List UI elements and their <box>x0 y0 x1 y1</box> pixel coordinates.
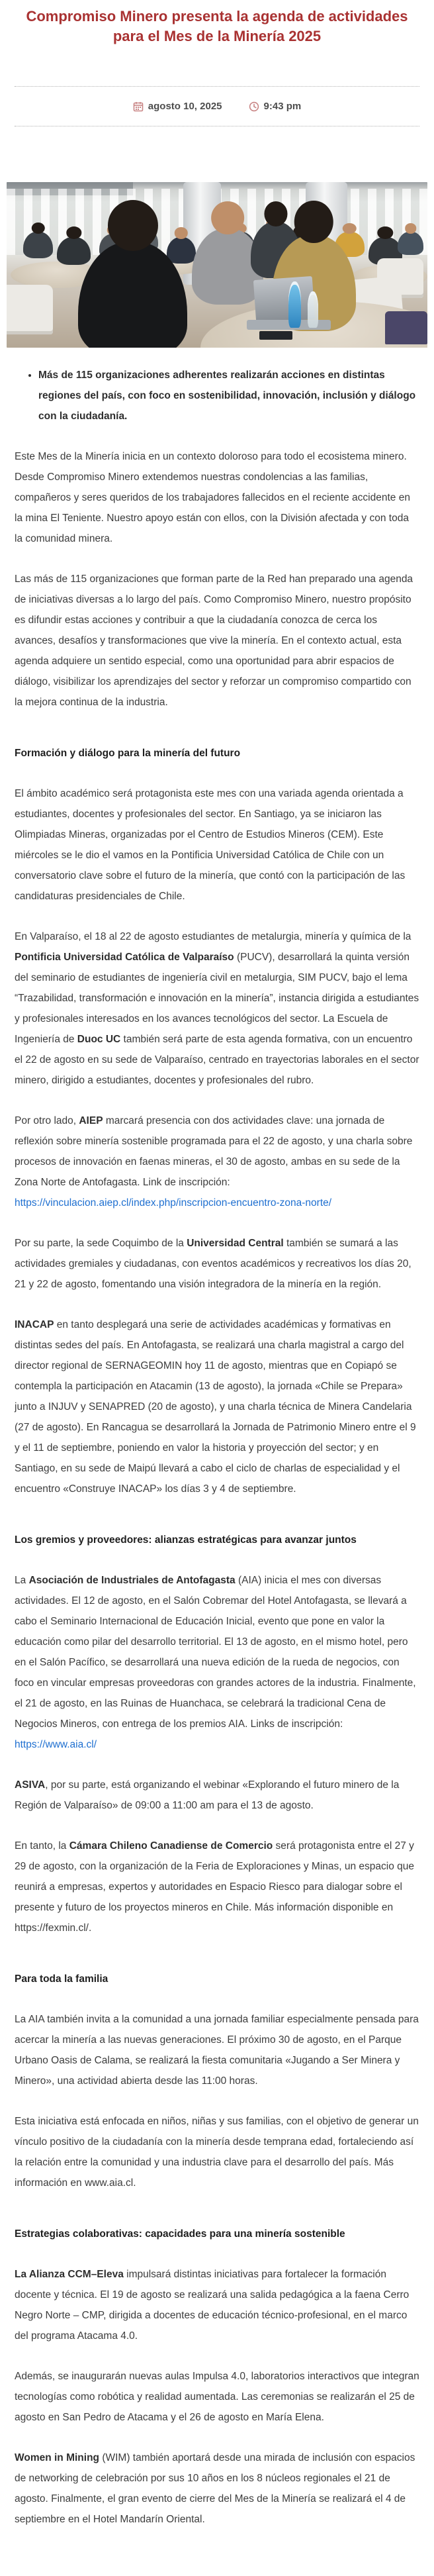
page-title: Compromiso Minero presenta la agenda de actividades para el Mes de la Minería 2025 <box>26 8 408 44</box>
text-run: será protagonista entre el 27 y 29 de agosto, con la organización de la Feria de Exploraciones y Minas, un espacio que reunirá a empresas, expertos y autoridades en Espacio Riesco para dialogar sobre el presente y futuro de los proyectos mineros en Chile. Más información disponible en https://fexmin.cl/. <box>15 1840 415 1934</box>
text-run: en tanto desplegará una serie de actividades académicas y formativas en distintas sedes del país. En Antofagasta, se realizará una charla magistral a cargo del director regional de SERNAGEOMIN hoy 11 de agosto, mientras que en Copiapó se contempla la participación en Atacamin (13 de agosto), la jornada «Chile se Prepara» junto a INJUV y SENAPRED (20 de agosto), y una charla técnica de Minera Candelaria (27 de agosto). En Rancagua se desarrollará la Jornada de Patrimonio Minero entre el 9 y el 11 de septiembre, poniendo en valor la historia y proyección del sector; y en Santiago, en su sede de Maipú llevará a cabo el ciclo de charlas de especialidad y el encuentro «Construye INACAP» los días 3 y 4 de septiembre. <box>15 1319 416 1495</box>
paragraph <box>15 1111 419 1213</box>
post-time-label: 9:43 pm <box>263 101 302 112</box>
bold-text: Asociación de Industriales de Antofagasta <box>28 1575 236 1586</box>
paragraph <box>15 1836 419 1938</box>
bold-text: Pontificia Universidad Católica de Valparaíso <box>15 952 234 963</box>
key-point <box>38 365 419 426</box>
featured-image <box>7 182 427 348</box>
text-run: Las más de 115 organizaciones que forman parte de la Red han preparado una agenda de iniciativas diversas a lo largo del país. Como Compromiso Minero, nuestro propósito es difundir estas acciones y contribuir a que la ciudadanía conozca de cerca los avances, desafíos y transformaciones que vive la minería. En el contexto actual, esta agenda adquiere un sentido especial, como una oportunidad para abrir espacios de diálogo, visibilizar los aprendizajes del sector y reforzar un compromiso compartido con la mejora continua de la industria. <box>15 573 413 708</box>
paragraph <box>15 1775 419 1816</box>
bold-text: Estrategias colaborativas: capacidades para una minería sostenible <box>15 2228 345 2240</box>
paragraph <box>15 2264 419 2346</box>
paragraph <box>15 446 419 549</box>
paragraph <box>15 2009 419 2091</box>
chair <box>7 285 53 334</box>
calendar-icon <box>133 101 144 112</box>
section-heading <box>15 2224 419 2244</box>
paragraph <box>15 569 419 713</box>
bold-text: Duoc UC <box>77 1034 121 1045</box>
bold-text: Para toda la familia <box>15 1973 108 1985</box>
bold-text: Formación y diálogo para la minería del futuro <box>15 748 241 759</box>
bold-text: La Alianza CCM–Eleva <box>15 2269 124 2280</box>
post-date-label: agosto 10, 2025 <box>148 101 222 112</box>
paragraph <box>15 1570 419 1755</box>
text-run: también será parte de esta agenda formativa, con un encuentro el 22 de agosto en su sede de Valparaíso, centrado en trayectorias laborales en el sector minero, dirigido a estudiantes, docentes y profesionales del rubro. <box>15 1034 419 1086</box>
text-run: marcará presencia con dos actividades clave: una jornada de reflexión sobre minería sostenible programada para el 22 de agosto, y una charla sobre procesos de innovación en faenas mineras, el 30 de agosto, ambas en su sede de la Zona Norte de Antofagasta. Link de inscripción: <box>15 1115 413 1188</box>
bold-text: ASIVA <box>15 1779 46 1791</box>
post-date <box>133 101 222 112</box>
water-bottle <box>288 281 301 328</box>
phone <box>259 331 293 340</box>
section-heading <box>15 1969 419 1989</box>
paragraph <box>15 2448 419 2530</box>
laptop <box>253 276 315 323</box>
section-heading <box>15 743 419 764</box>
attendee <box>23 232 53 258</box>
text-run: impulsará distintas iniciativas para fortalecer la formación docente y técnica. El 19 de agosto se realizará una salida pedagógica a la faena Cerro Negro Norte – CMP, dirigida a docentes de educación técnico-profesional, en el marco del programa Atacama 4.0. <box>15 2269 410 2342</box>
bold-text: Universidad Central <box>187 1238 284 1249</box>
section-heading <box>15 1530 419 1550</box>
text-run: En Valparaíso, el 18 al 22 de agosto estudiantes de metalurgia, minería y química de la <box>15 931 412 942</box>
paragraph <box>15 1233 419 1295</box>
post-meta <box>15 86 419 126</box>
text-run: En tanto, la <box>15 1840 69 1852</box>
post-time <box>249 101 302 112</box>
bag <box>385 311 427 344</box>
paragraph <box>15 926 419 1091</box>
paragraph <box>15 783 419 907</box>
water-bottle <box>308 291 319 328</box>
text-run: Por su parte, la sede Coquimbo de la <box>15 1238 187 1249</box>
paragraph <box>15 1314 419 1499</box>
text-run: Este Mes de la Minería inicia en un contexto doloroso para todo el ecosistema minero. Desde Compromiso Minero extendemos nuestras condolencias a las familias, compañeros y seres queridos de los trabajadores fallecidos en el reciente accidente en la mina El Teniente. Nuestro apoyo están con ellos, con la División afectada y con toda la comunidad minera. <box>15 451 410 544</box>
text-run: Por otro lado, <box>15 1115 79 1126</box>
text-run: El ámbito académico será protagonista este mes con una variada agenda orientada a estudiantes, docentes y profesionales del sector. En Santiago, ya se iniciaron las Olimpiadas Mineras, organizadas por el Centro de Estudios Mineros (CEM). Este miércoles se le dio el vamos en la Pontificia Universidad Católica de Chile con un conversatorio clave sobre el futuro de la minería, que contó con la participación de las candidaturas presidenciales de Chile. <box>15 788 406 902</box>
bold-text: Women in Mining <box>15 2452 100 2463</box>
attendee <box>398 232 423 255</box>
text-run: , por su parte, está organizando el webinar «Explorando el futuro minero de la Región de Valparaíso» de 09:00 a 11:00 am para el 13 de agosto. <box>15 1779 400 1811</box>
inline-link[interactable]: https://www.aia.cl/ <box>15 1739 97 1750</box>
bold-text: Cámara Chileno Canadiense de Comercio <box>69 1840 273 1852</box>
bold-text: INACAP <box>15 1319 54 1330</box>
key-points-list <box>15 365 419 426</box>
text-run: La AIA también invita a la comunidad a una jornada familiar especialmente pensada para acercar la minería a las nuevas generaciones. El próximo 30 de agosto, en el Parque Urbano Oasis de Calama, se realizará la fiesta comunitaria «Jugando a Ser Minera y Minero», una actividad abierta desde las 11:00 horas. <box>15 2014 419 2087</box>
article-body <box>15 365 419 2530</box>
text-run: (AIA) inicia el mes con diversas actividades. El 12 de agosto, en el Salón Cobremar del Hotel Antofagasta, se llevará a cabo el Seminario Internacional de Educación Inicial, evento que pone en valor la educación como pilar del desarrollo territorial. El 13 de agosto, en el mismo hotel, pero en el Salón Pacífico, se desarrollará una nueva edición de la rueda de negocios, con foco en vincular empresas proveedoras con grandes actores de la industria. Finalmente, el 21 de agosto, en las Ruinas de Huanchaca, se celebrará la tradicional Cena de Negocios Mineros, con entrega de los premios AIA. Links de inscripción: <box>15 1575 416 1730</box>
bold-text: Los gremios y proveedores: alianzas estratégicas para avanzar juntos <box>15 1534 357 1546</box>
text-run: (PUCV), desarrollará la quinta versión del seminario de estudiantes de ingeniería civil en metalurgia, SIM PUCV, bajo el lema “Trazabilidad, transformación e innovación en la minería”, instancia dirigida a estudiantes y profesionales interesados en los avances tecnológicos del sector. La Escuela de Ingeniería de <box>15 952 419 1045</box>
text-run: Esta iniciativa está enfocada en niños, niñas y sus familias, con el objetivo de generar un vínculo positivo de la ciudadanía con la minería desde temprana edad, fortaleciendo así la relación entre la comunidad y una industria clave para el desarrollo del país. Más información en www.aia.cl. <box>15 2116 419 2189</box>
text-run: La <box>15 1575 29 1586</box>
inline-link[interactable]: https://vinculacion.aiep.cl/index.php/inscripcion-encuentro-zona-norte/ <box>15 1197 332 1209</box>
text-run: también se sumará a las actividades gremiales y ciudadanas, con eventos académicos y recreativos los días 20, 21 y 22 de agosto, fomentando una visión integradora de la minería en la región. <box>15 1238 412 1290</box>
paragraph <box>15 2111 419 2193</box>
bold-text: Más de 115 organizaciones adherentes realizarán acciones en distintas regiones del país, con foco en sostenibilidad, innovación, inclusión y diálogo con la ciudadanía. <box>38 370 416 422</box>
paragraph <box>15 2366 419 2428</box>
text-run: Además, se inaugurarán nuevas aulas Impulsa 4.0, laboratorios interactivos que integran tecnologías como robótica y realidad aumentada. Las ceremonias se realizarán el 25 de agosto en San Pedro de Atacama y el 26 de agosto en María Elena. <box>15 2371 419 2423</box>
bold-text: AIEP <box>79 1115 103 1126</box>
clock-icon <box>249 101 259 112</box>
text-run: (WIM) también aportará desde una mirada de inclusión con espacios de networking de celebración por sus 10 años en los 8 núcleos regionales el 21 de agosto. Finalmente, el gran evento de cierre del Mes de la Minería se realizará el 4 de septiembre en el Hotel Mandarín Oriental. <box>15 2452 415 2525</box>
